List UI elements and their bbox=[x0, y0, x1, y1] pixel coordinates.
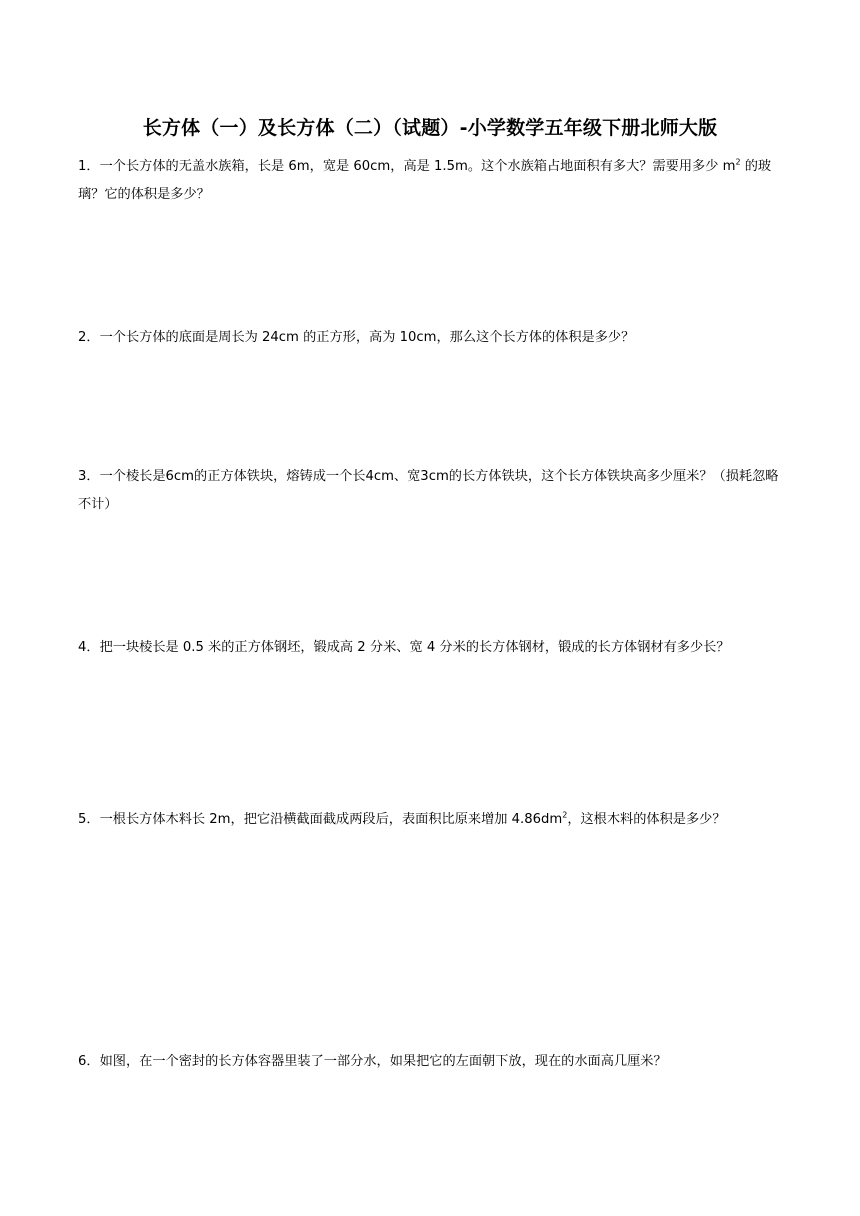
question-number: 6． bbox=[78, 1054, 100, 1069]
worksheet-title: 长方体（一）及长方体（二）（试题）-小学数学五年级下册北师大版 bbox=[142, 117, 718, 139]
question-5 bbox=[78, 806, 784, 834]
question-text: 一个长方体的无盖水族箱，长是 6m，宽是 60cm，高是 1.5m。这个水族箱占地面积有多大？需要用多少 m bbox=[99, 159, 736, 174]
question-number: 1． bbox=[78, 159, 100, 174]
question-number: 5． bbox=[78, 812, 100, 827]
question-1 bbox=[78, 153, 784, 209]
superscript: 2 bbox=[735, 157, 741, 167]
question-text: 一个棱长是6cm的正方体铁块，熔铸成一个长4cm、宽3cm的长方体铁块，这个长方体铁块高多少厘米？（损耗忽略不计） bbox=[78, 469, 779, 512]
question-6 bbox=[78, 1048, 784, 1076]
question-number: 2． bbox=[78, 330, 100, 345]
question-number: 4． bbox=[78, 640, 100, 655]
question-text: 一个长方体的底面是周长为 24cm 的正方形，高为 10cm，那么这个长方体的体积是多少？ bbox=[99, 330, 635, 345]
question-text: 如图，在一个密封的长方体容器里装了一部分水，如果把它的左面朝下放，现在的水面高几厘米？ bbox=[99, 1054, 667, 1069]
question-2 bbox=[78, 324, 784, 352]
superscript: 2 bbox=[562, 810, 568, 820]
question-text-continued: 的玻璃？它的体积是多少？ bbox=[78, 159, 772, 202]
question-number: 3． bbox=[78, 469, 100, 484]
question-3 bbox=[78, 463, 784, 519]
question-text: 一根长方体木料长 2m，把它沿横截面截成两段后，表面积比原来增加 4.86dm bbox=[99, 812, 563, 827]
question-text-continued: ，这根木料的体积是多少？ bbox=[567, 812, 726, 827]
question-text: 把一块棱长是 0.5 米的正方体钢坯，锻成高 2 分米、宽 4 分米的长方体钢材，锻成的长方体钢材有多少长？ bbox=[99, 640, 730, 655]
question-4 bbox=[78, 634, 784, 662]
